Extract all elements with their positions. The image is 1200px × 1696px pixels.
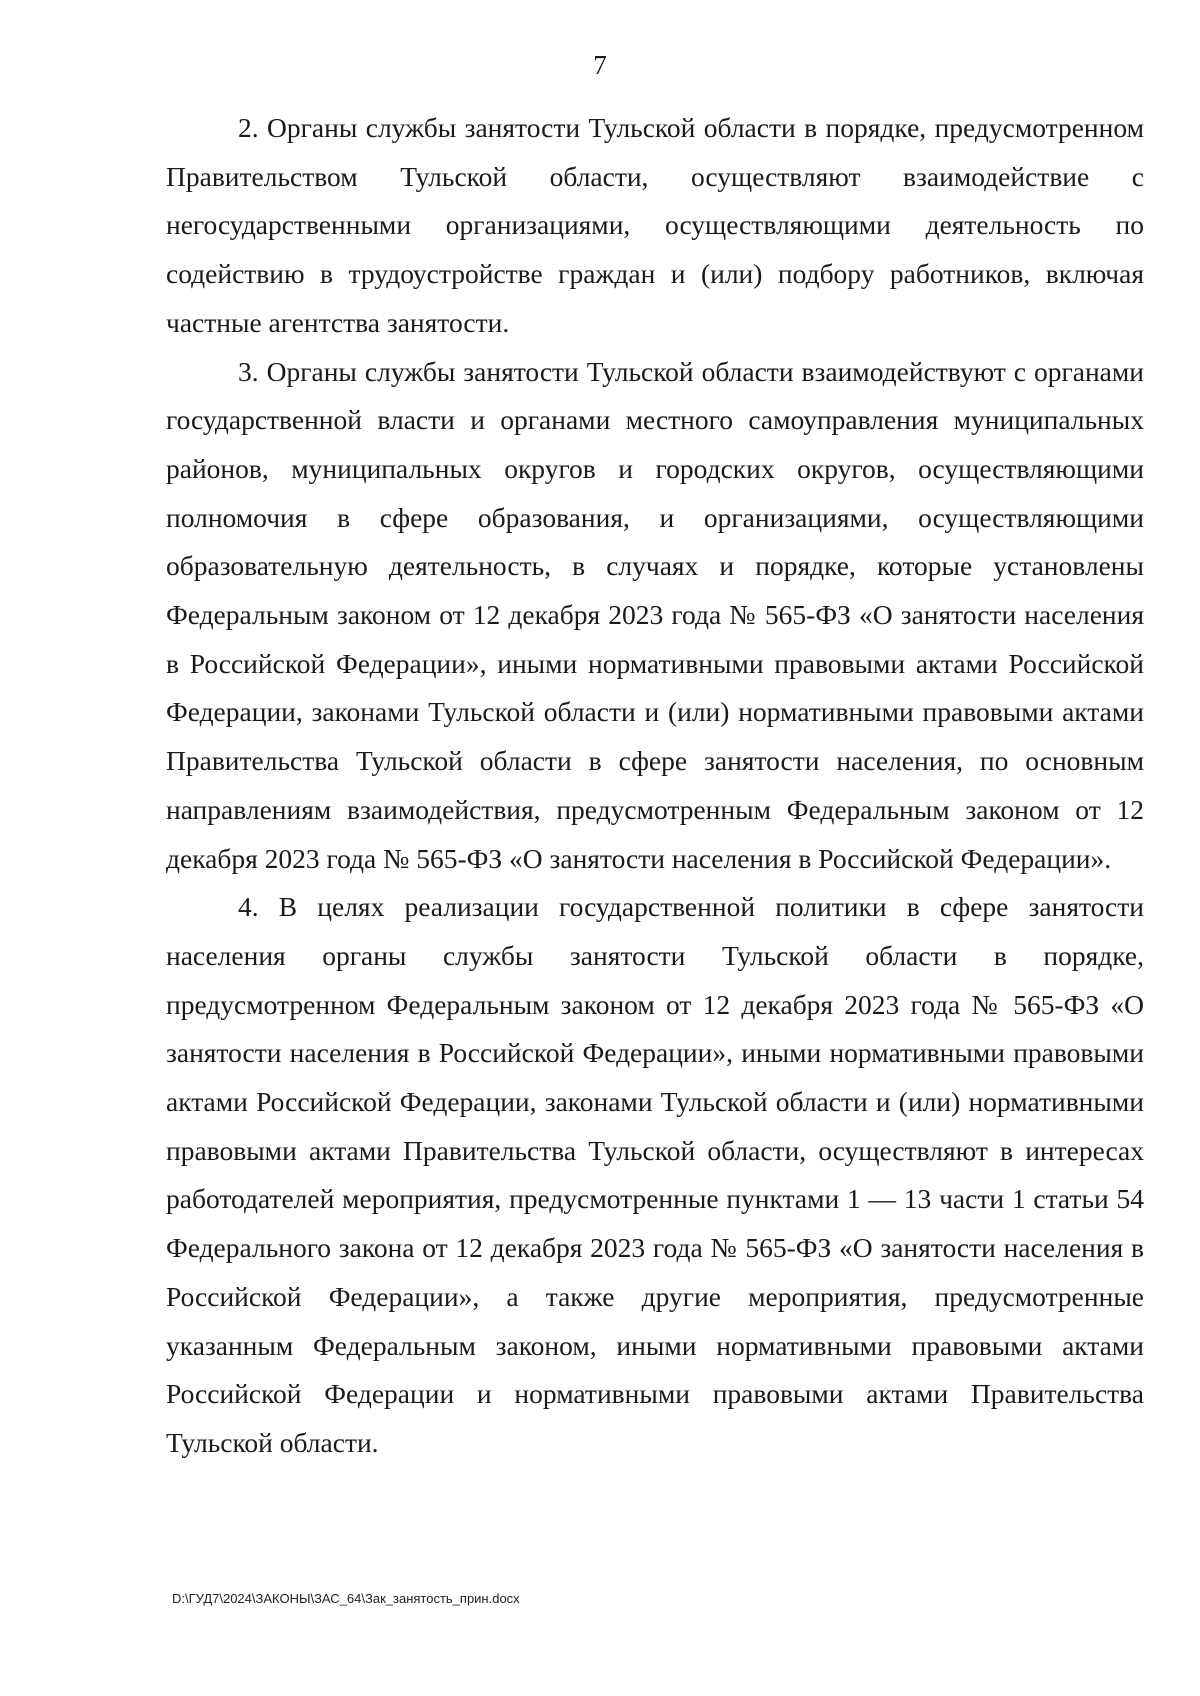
paragraph-3: 3. Органы службы занятости Тульской области взаимодействуют с органами государственной власти и органами местного самоуправления муниципальных районов, муниципальных округов и городских округов, осуществляющими полномочия в сфере образования, и организациями, осуществляющими образовательную деятельность, в случаях и порядке, которые установлены Федеральным законом от 12 декабря 2023 года № 565-ФЗ «О занятости населения в Российской Федерации», иными нормативными правовыми актами Российской Федерации, законами Тульской области и (или) нормативными правовыми актами Правительства Тульской области в сфере занятости населения, по основным направлениям взаимодействия, предусмотренным Федеральным законом от 12 декабря 2023 года № 565-ФЗ «О занятости населения в Российской Федерации».	[166, 355, 1144, 874]
document-body	[166, 104, 1144, 1468]
paragraph-2: 2. Органы службы занятости Тульской области в порядке, предусмотренном Правительством Тульской области, осуществляют взаимодействие с негосударственными организациями, осуществляющими деятельность по содействию в трудоустройстве граждан и (или) подбору работников, включая частные агентства занятости.	[166, 112, 1144, 338]
paragraph-4: 4. В целях реализации государственной политики в сфере занятости населения органы службы занятости Тульской области в порядке, предусмотренном Федеральным законом от 12 декабря 2023 года № 565-ФЗ «О занятости населения в Российской Федерации», иными нормативными правовыми актами Российской Федерации, законами Тульской области и (или) нормативными правовыми актами Правительства Тульской области, осуществляют в интересах работодателей мероприятия, предусмотренные пунктами 1 — 13 части 1 статьи 54 Федерального закона от 12 декабря 2023 года № 565-ФЗ «О занятости населения в Российской Федерации», а также другие мероприятия, предусмотренные указанным Федеральным законом, иными нормативными правовыми актами Российской Федерации и нормативными правовыми актами Правительства Тульской области.	[166, 891, 1144, 1458]
page-number: 7	[593, 50, 607, 80]
footer-file-path: D:\ГУД7\2024\ЗАКОНЫ\ЗАС_64\Зак_занятость_прин.docx	[172, 1591, 520, 1606]
